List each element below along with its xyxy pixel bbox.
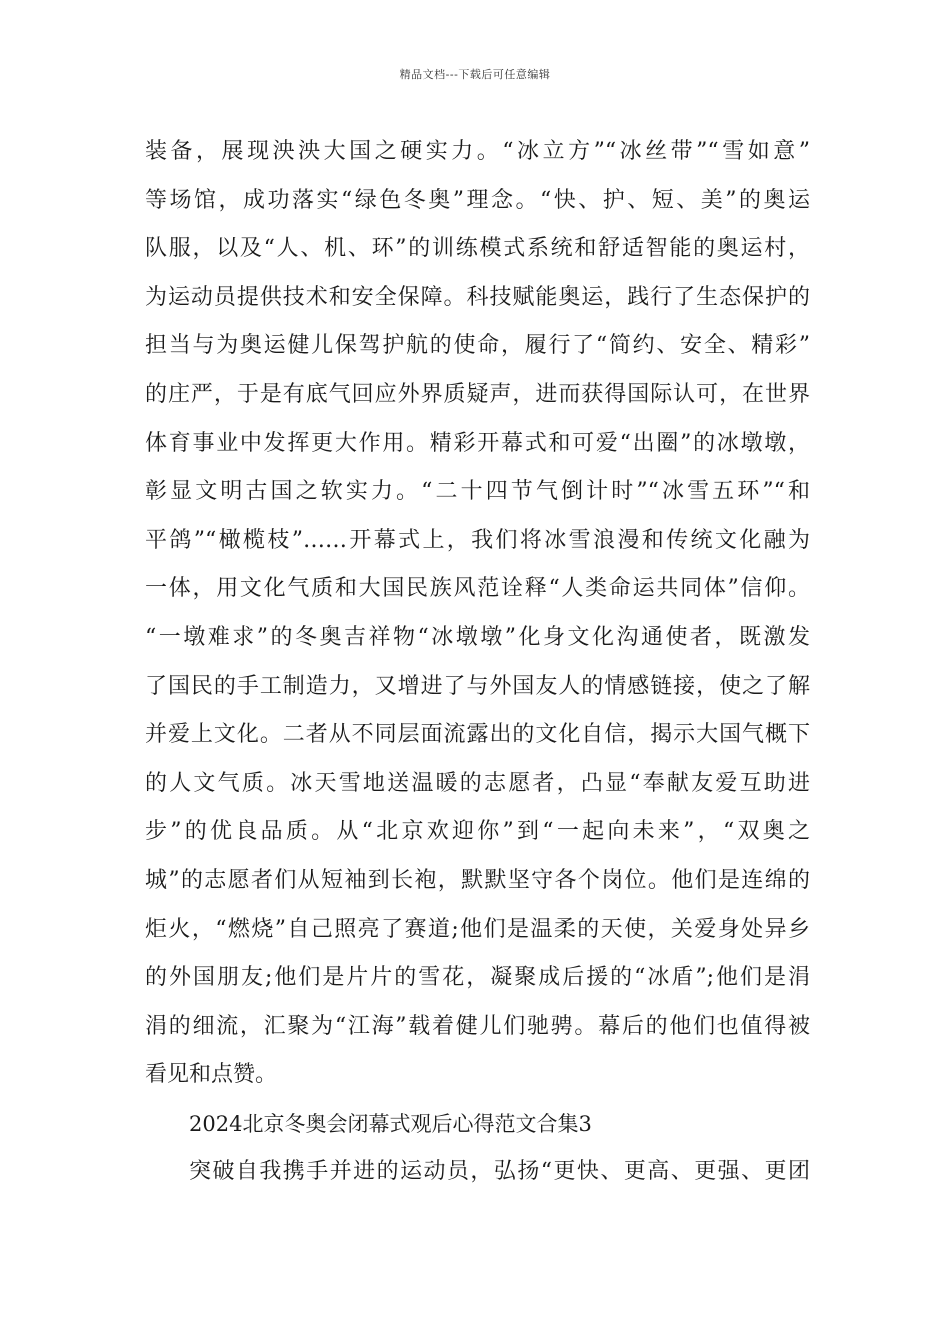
paragraph-line: 为运动员提供技术和安全保障。科技赋能奥运，践行了生态保护的: [145, 284, 810, 310]
paragraph-line: 了国民的手工制造力，又增进了与外国友人的情感链接，使之了解: [145, 673, 810, 699]
paragraph-line: 的庄严，于是有底气回应外界质疑声，进而获得国际认可，在世界: [145, 381, 810, 407]
paragraph-line: 担当与为奥运健儿保驾护航的使命，履行了“简约、安全、精彩”: [145, 333, 810, 359]
paragraph-line: 的外国朋友;他们是片片的雪花，凝聚成后援的“冰盾”;他们是涓: [145, 965, 810, 991]
paragraph-line: 涓的细流，汇聚为“江海”载着健儿们驰骋。幕后的他们也值得被: [145, 1013, 810, 1039]
paragraph-line: 等场馆，成功落实“绿色冬奥”理念。“快、护、短、美”的奥运: [145, 187, 810, 213]
paragraph-line: 彰显文明古国之软实力。“二十四节气倒计时”“冰雪五环”“和: [145, 479, 810, 505]
paragraph-line: 体育事业中发挥更大作用。精彩开幕式和可爱“出圈”的冰墩墩，: [145, 430, 810, 456]
page-header: 精品文档---下载后可任意编辑: [399, 68, 551, 81]
paragraph-line: 突破自我携手并进的运动员，弘扬“更快、更高、更强、更团: [189, 1159, 810, 1185]
paragraph-line: 炬火，“燃烧”自己照亮了赛道;他们是温柔的天使，关爱身处异乡: [145, 916, 810, 942]
paragraph-line: 步”的优良品质。从“北京欢迎你”到“一起向未来”，“双奥之: [145, 819, 810, 845]
paragraph-line: 装备，展现泱泱大国之硬实力。“冰立方”“冰丝带”“雪如意”: [145, 139, 810, 164]
section-heading: 2024北京冬奥会闭幕式观后心得范文合集3: [189, 1111, 592, 1136]
document-body: [145, 128, 810, 1197]
paragraph-line: 看见和点赞。: [145, 1062, 278, 1088]
paragraph-line: 城”的志愿者们从短袖到长袍，默默坚守各个岗位。他们是连绵的: [145, 867, 810, 893]
paragraph-line: “一墩难求”的冬奥吉祥物“冰墩墩”化身文化沟通使者，既激发: [145, 624, 810, 650]
paragraph-line: 一体，用文化气质和大国民族风范诠释“人类命运共同体”信仰。: [145, 576, 810, 602]
paragraph-line: 并爱上文化。二者从不同层面流露出的文化自信，揭示大国气概下: [145, 722, 810, 748]
paragraph-line: 的人文气质。冰天雪地送温暖的志愿者，凸显“奉献友爱互助进: [145, 770, 810, 796]
paragraph-line: 平鸽”“橄榄枝”……开幕式上，我们将冰雪浪漫和传统文化融为: [145, 527, 810, 553]
paragraph-line: 队服，以及“人、机、环”的训练模式系统和舒适智能的奥运村，: [145, 236, 810, 262]
